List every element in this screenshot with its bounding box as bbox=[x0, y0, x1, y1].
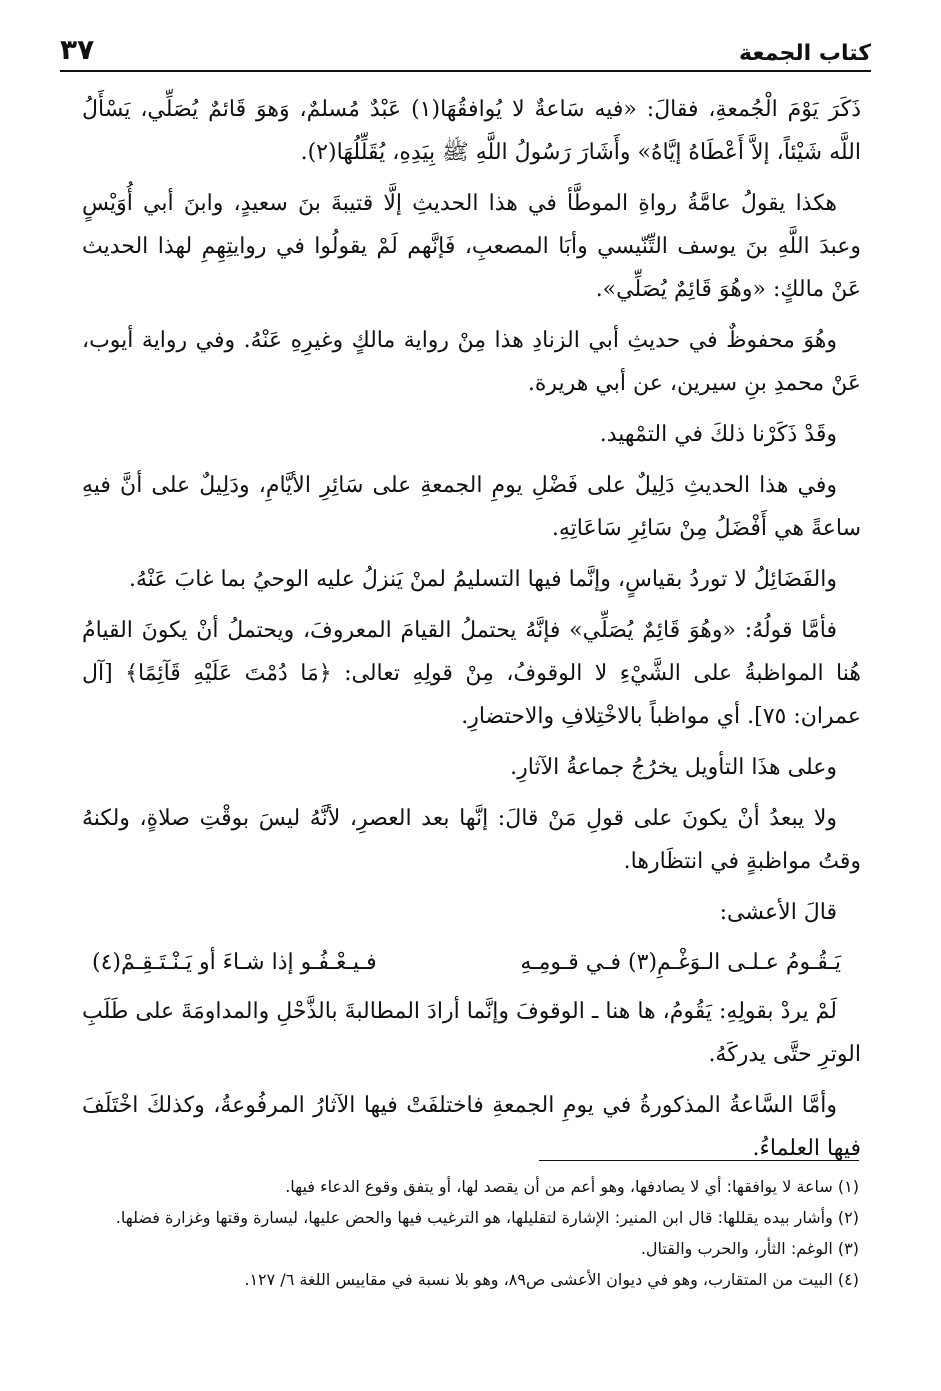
paragraph: ولا يبعدُ أنْ يكونَ على قولِ مَنْ قالَ: إنَّها بعد العصرِ، لأنَّهُ ليسَ بوقْتِ صلاةٍ، ولكنهُ وقتُ مواظبةٍ في انتظَارها. bbox=[82, 806, 861, 874]
paragraph: هكذا يقولُ عامَّةُ رواةِ الموطَّأ في هذا الحديثِ إلَّا قتيبةَ بنَ سعيدٍ، وابنَ أبي أُوَيْسٍ وعبدَ اللَّهِ بنَ يوسف التِّنّيسي وأبَا المصعبِ، فَإنَّهم لَمْ يقولُوا في روايتِهِمِ لهذا الحديث عَنْ مالكٍ: «وهُوَ قَائِمٌ يُصَلِّي». bbox=[82, 191, 861, 302]
paragraph: لَمْ يردْ بقولِهِ: يَقُومُ، ها هنا ـ الوقوفَ وإنَّما أرادَ المطالبةَ بالذَّحْلِ والمداومَةَ على طَلَبِ الوترِ حتَّى يدركَهُ. bbox=[82, 999, 861, 1067]
footnote: (١) ساعة لا يوافقها: أي لا يصادفها، وهو أعم من أن يقصد لها، أو يتفق وقوع الدعاء فيها. bbox=[285, 1177, 859, 1196]
paragraph: والفَضَائِلُ لا توردُ بقياسٍ، وإنَّما فيها التسليمُ لمنْ يَنزلُ عليه الوحيُ بما غابَ عَنْهُ. bbox=[128, 567, 837, 592]
paragraph: فأمَّا قولُهُ: «وهُوَ قَائِمٌ يُصَلِّي» فإنَّهُ يحتملُ القيامَ المعروفَ، ويحتملُ أنْ يكونَ القيامُ هُنا المواظبةُ على الشَّيْءِ لا الوقوفُ، مِنْ قولِهِ تعالى: ﴿مَا دُمْتَ عَلَيْهِ قَآئِمًا﴾ [آل عمران: ٧٥]. أي مواظباً بالاخْتِلافِ والاحتضارِ. bbox=[82, 618, 861, 729]
paragraph: قالَ الأعشى: bbox=[719, 900, 837, 925]
footnote: (٤) البيت من المتقارب، وهو في ديوان الأعشى ص٨٩، وهو بلا نسبة في مقاييس اللغة ٦/ ١٢٧. bbox=[244, 1270, 859, 1289]
main-text bbox=[82, 88, 861, 1178]
poem-second-hemistich: فـيـعْـفُـو إذا شـاءَ أو يَـنْـتَـقِـمْ(٤) bbox=[92, 950, 377, 975]
paragraph: وعلى هذَا التأويل يخرُجُ جماعةُ الآثارِ. bbox=[510, 755, 837, 780]
footnote: (٢) وأشار بيده يقللها: قال ابن المنير: الإشارة لتقليلها، هو الترغيب فيها والحض عليها، ليسارة وقتها وغزارة فضلها. bbox=[115, 1208, 859, 1227]
footnotes bbox=[82, 1160, 859, 1297]
paragraph: وفي هذا الحديثِ دَلِيلٌ على فَضْلِ يومِ الجمعةِ على سَائِرِ الأيَّامِ، ودَلِيلٌ على أنَّ فيهِ ساعةً هي أَفْضَلُ مِنْ سَائِرِ سَاعَاتِهِ. bbox=[82, 473, 861, 541]
paragraph: ذَكَرَ يَوْمَ الْجُمعةِ، فقالَ: «فيه سَاعةٌ لا يُوافقُهَا(١) عَبْدٌ مُسلمٌ، وَهوَ قَائمٌ يُصَلِّي، يَسْأَلُ اللَّه شَيْئاً، إلاَّ أَعْطَاهُ إيَّاهُ» وأَشَارَ رَسُولُ اللَّهِ ﷺ بِيَدِهِ، يُقَلِّلُهَا(٢). bbox=[82, 97, 861, 165]
paragraph: وأمَّا السَّاعةُ المذكورةُ في يومِ الجمعةِ فاختلفَتْ فيها الآثارُ المرفُوعةُ، وكذلكَ اخْتَلَفَ فيها العلماءُ. bbox=[82, 1093, 861, 1161]
footnote: (٣) الوغم: الثأر، والحرب والقتال. bbox=[640, 1239, 859, 1258]
page-number: ٣٧ bbox=[60, 33, 95, 66]
paragraph: وقَدْ ذَكَرْنا ذلكَ في التمْهيد. bbox=[599, 422, 837, 447]
running-header bbox=[60, 26, 871, 72]
poem-verse bbox=[82, 942, 861, 984]
paragraph: وهُوَ محفوظٌ في حديثِ أبي الزنادِ هذا مِنْ رواية مالكٍ وغيرِهِ عَنْهُ. وفي رواية أيوب، عَنْ محمدِ بنِ سيرين، عن أبي هريرة. bbox=[82, 328, 861, 396]
chapter-title: كتاب الجمعة bbox=[739, 41, 871, 66]
poem-first-hemistich: يَـقُـومُ عـلـى الـوَغْـمِ(٣) فـي قـومِـهِ bbox=[520, 950, 841, 975]
footnote-divider bbox=[539, 1160, 859, 1161]
